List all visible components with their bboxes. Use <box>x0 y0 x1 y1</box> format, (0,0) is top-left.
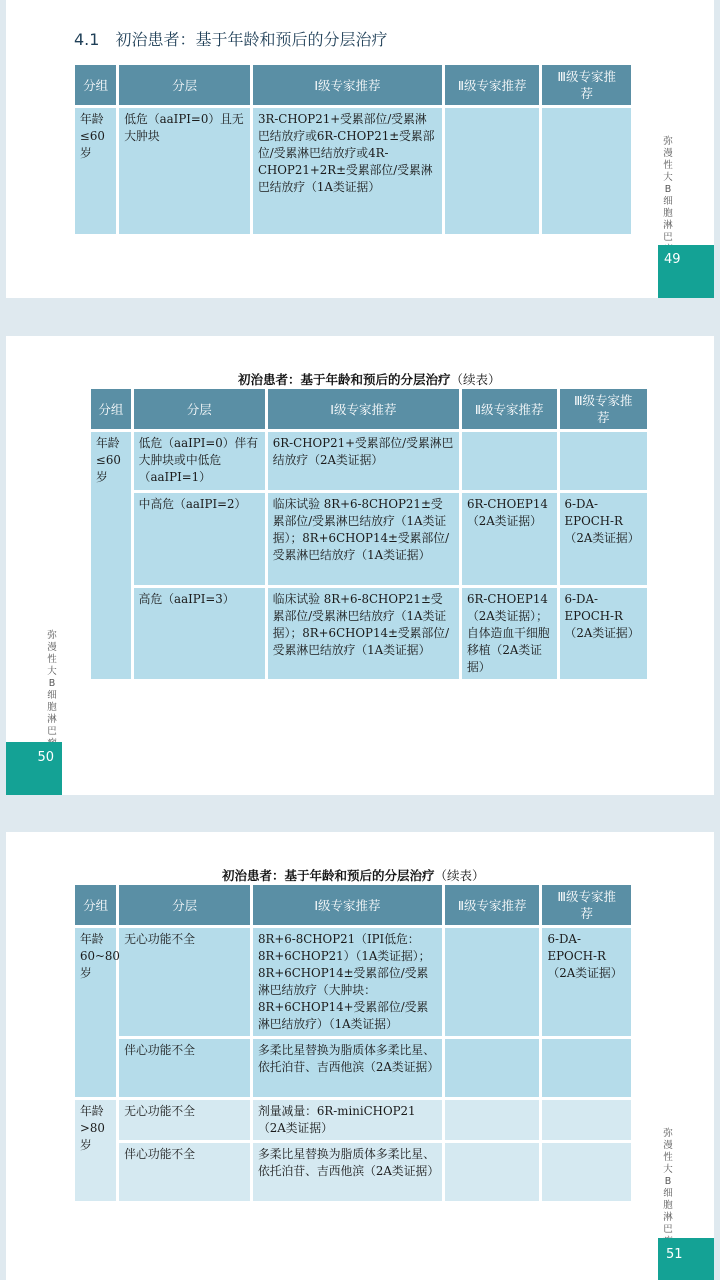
cell-level1: 8R+6-8CHOP21（IPI低危：8R+6CHOP21）（1A类证据）；8R+6CHOP14±受累部位/受累淋巴结放疗（大肿块：8R+6CHOP14+受累部位/受累淋巴结放疗）（1A类证据） <box>253 928 442 1036</box>
header-level3: Ⅲ级专家推荐 <box>542 885 631 925</box>
header-level2: Ⅱ级专家推荐 <box>462 389 557 429</box>
cell-level2 <box>445 928 540 1036</box>
page-number: 50 <box>6 742 62 795</box>
header-level1: Ⅰ级专家推荐 <box>253 65 442 105</box>
cell-level1: 多柔比星替换为脂质体多柔比星、依托泊苷、吉西他滨（2A类证据） <box>253 1143 442 1201</box>
cell-level1: 多柔比星替换为脂质体多柔比星、依托泊苷、吉西他滨（2A类证据） <box>253 1039 442 1097</box>
table-row <box>91 432 647 490</box>
header-stratum: 分层 <box>134 389 265 429</box>
cell-level2 <box>445 1143 540 1201</box>
cell-level3 <box>560 432 647 490</box>
cell-level1: 剂量减量：6R-miniCHOP21（2A类证据） <box>253 1100 442 1140</box>
side-label: 弥漫性大B细胞淋巴 <box>663 1128 673 1235</box>
cell-stratum: 无心功能不全 <box>119 928 250 1036</box>
treatment-table <box>72 882 634 1204</box>
header-level2: Ⅱ级专家推荐 <box>445 65 540 105</box>
cell-level1: 6R-CHOP21+受累部位/受累淋巴结放疗（2A类证据） <box>268 432 459 490</box>
cell-level3: 6-DA-EPOCH-R（2A类证据） <box>542 928 631 1036</box>
cell-stratum: 中高危（aaIPI=2） <box>134 493 265 585</box>
page-top-strip <box>6 808 714 832</box>
cell-level1: 3R-CHOP21+受累部位/受累淋巴结放疗或6R-CHOP21±受累部位/受累淋巴结放疗或4R-CHOP21+2R±受累部位/受累淋巴结放疗（1A类证据） <box>253 108 442 234</box>
table-row <box>75 1100 631 1140</box>
cell-level3 <box>542 1143 631 1201</box>
page-top-strip <box>6 312 714 336</box>
page-49 <box>6 0 714 298</box>
side-label: 弥漫性大B细胞淋巴 <box>47 630 57 737</box>
cell-level2: 6R-CHOEP14（2A类证据）；自体造血干细胞移植（2A类证据） <box>462 588 557 679</box>
header-stratum: 分层 <box>119 885 250 925</box>
cell-level2 <box>445 1100 540 1140</box>
header-stratum: 分层 <box>119 65 250 105</box>
header-level1: Ⅰ级专家推荐 <box>268 389 459 429</box>
section-title: 4.1 初治患者：基于年龄和预后的分层治疗 <box>74 30 388 49</box>
cell-group: 年龄≤60岁 <box>91 432 131 679</box>
cell-level3 <box>542 108 631 234</box>
caption-text: 初治患者：基于年龄和预后的分层治疗 <box>222 868 435 883</box>
header-level2: Ⅱ级专家推荐 <box>445 885 540 925</box>
header-group: 分组 <box>75 885 116 925</box>
table-row <box>75 928 631 1036</box>
cell-level3: 6-DA-EPOCH-R（2A类证据） <box>560 588 647 679</box>
table-row <box>75 108 631 234</box>
page-50 <box>6 312 714 795</box>
header-level1: Ⅰ级专家推荐 <box>253 885 442 925</box>
table-row <box>75 1039 631 1097</box>
page-number: 51 <box>658 1238 714 1280</box>
caption-text: 初治患者：基于年龄和预后的分层治疗 <box>238 372 451 387</box>
cell-group: 年龄60~80岁 <box>75 928 116 1097</box>
table-header-row <box>75 65 631 105</box>
table-header-row <box>91 389 647 429</box>
header-group: 分组 <box>91 389 131 429</box>
header-level3: Ⅲ级专家推荐 <box>542 65 631 105</box>
cell-stratum: 低危（aaIPI=0）且无大肿块 <box>119 108 250 234</box>
page-number: 49 <box>658 245 714 298</box>
cell-stratum: 伴心功能不全 <box>119 1039 250 1097</box>
cell-level1: 临床试验 8R+6-8CHOP21±受累部位/受累淋巴结放疗（1A类证据）；8R+6CHOP14±受累部位/受累淋巴结放疗（1A类证据） <box>268 588 459 679</box>
header-group: 分组 <box>75 65 116 105</box>
cell-level2: 6R-CHOEP14（2A类证据） <box>462 493 557 585</box>
table-row <box>75 1143 631 1201</box>
table-row <box>91 493 647 585</box>
treatment-table <box>72 62 634 237</box>
treatment-table <box>88 386 650 682</box>
cell-level3 <box>542 1100 631 1140</box>
caption-continued: （续表） <box>434 868 485 883</box>
caption-continued: （续表） <box>450 372 501 387</box>
cell-level1: 临床试验 8R+6-8CHOP21±受累部位/受累淋巴结放疗（1A类证据）；8R+6CHOP14±受累部位/受累淋巴结放疗（1A类证据） <box>268 493 459 585</box>
page-51 <box>6 808 714 1280</box>
header-level3: Ⅲ级专家推荐 <box>560 389 647 429</box>
cell-level3 <box>542 1039 631 1097</box>
cell-stratum: 低危（aaIPI=0）伴有大肿块或中低危（aaIPI=1） <box>134 432 265 490</box>
cell-level2 <box>462 432 557 490</box>
cell-level3: 6-DA-EPOCH-R（2A类证据） <box>560 493 647 585</box>
table-row <box>91 588 647 679</box>
cell-level2 <box>445 108 540 234</box>
cell-stratum: 高危（aaIPI=3） <box>134 588 265 679</box>
side-label: 弥漫性大B细胞淋巴 <box>663 136 673 243</box>
cell-stratum: 伴心功能不全 <box>119 1143 250 1201</box>
cell-stratum: 无心功能不全 <box>119 1100 250 1140</box>
cell-group: 年龄≤60岁 <box>75 108 116 234</box>
cell-group: 年龄>80岁 <box>75 1100 116 1201</box>
table-header-row <box>75 885 631 925</box>
cell-level2 <box>445 1039 540 1097</box>
